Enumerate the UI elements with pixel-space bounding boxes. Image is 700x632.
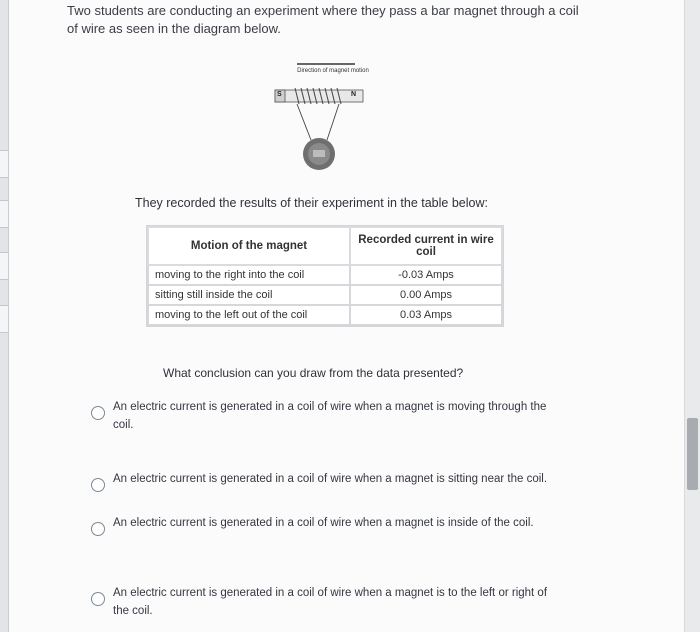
table-row [148, 265, 502, 285]
radio-button[interactable] [91, 592, 105, 606]
magnet-coil-diagram [271, 60, 381, 180]
table-intro: They recorded the results of their experiment in the table below: [135, 196, 488, 210]
table-row [148, 305, 502, 325]
scrollbar-track[interactable] [684, 0, 700, 632]
north-pole-label: N [351, 91, 357, 98]
table-row [148, 285, 502, 305]
left-panel-edge [0, 0, 9, 632]
option-label: An electric current is generated in a coil of wire when a magnet is to the left or right of the coil. [113, 587, 548, 617]
motion-cell: sitting still inside the coil [148, 285, 350, 305]
motion-cell: moving to the left out of the coil [148, 305, 350, 325]
header-current: Recorded current in wire coil [350, 227, 502, 265]
current-cell: 0.03 Amps [350, 305, 502, 325]
current-cell: 0.00 Amps [350, 285, 502, 305]
radio-button[interactable] [91, 478, 105, 492]
current-cell: -0.03 Amps [350, 265, 502, 285]
radio-button[interactable] [91, 522, 105, 536]
option-label: An electric current is generated in a coil of wire when a magnet is inside of the coil. [113, 517, 534, 529]
direction-label: Direction of magnet motion [297, 68, 369, 74]
results-table [147, 226, 503, 326]
radio-button[interactable] [91, 406, 105, 420]
question-text: Two students are conducting an experiment where they pass a bar magnet through a coil of wire as seen in the diagram below. [67, 3, 579, 36]
motion-cell: moving to the right into the coil [148, 265, 350, 285]
scrollbar-thumb[interactable] [687, 418, 698, 490]
question-panel [9, 0, 685, 632]
question-prompt: What conclusion can you draw from the data presented? [163, 366, 464, 380]
option-label: An electric current is generated in a coil of wire when a magnet is moving through the coil. [113, 401, 547, 431]
option-label: An electric current is generated in a coil of wire when a magnet is sitting near the coil. [113, 473, 548, 485]
south-pole-label: S [277, 91, 282, 98]
coil-and-meter-graphic [271, 60, 381, 180]
header-motion: Motion of the magnet [148, 227, 350, 265]
